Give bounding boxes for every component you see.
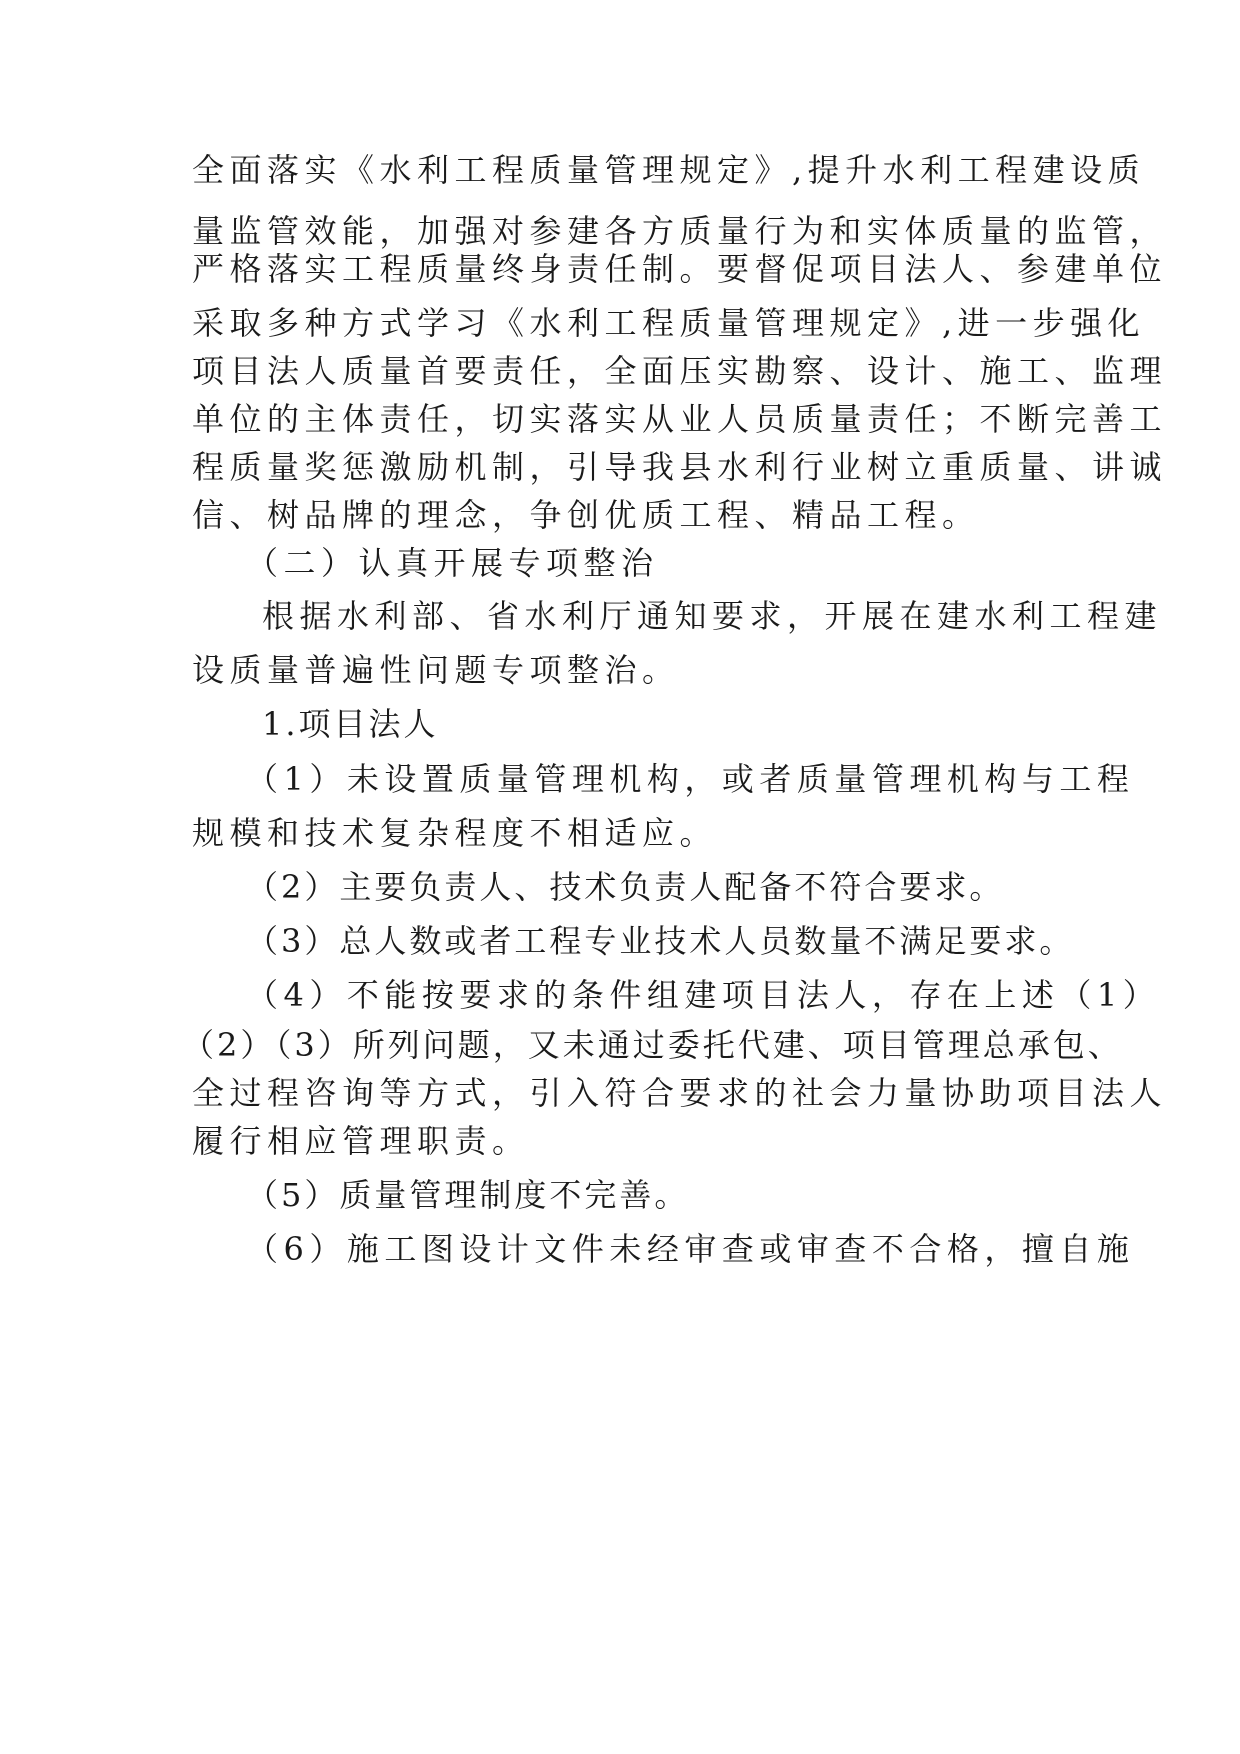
list-item-1: （1）未设置质量管理机构，或者质量管理机构与工程 bbox=[246, 760, 1135, 798]
body-line-3: 严格落实工程质量终身责任制。要督促项目法人、参建单位 bbox=[192, 250, 1168, 288]
body-line-7: 程质量奖惩激励机制，引导我县水利行业树立重质量、讲诚 bbox=[192, 448, 1168, 486]
list-item-4-cont-1: （2）（3）所列问题，又未通过委托代建、项目管理总承包、 bbox=[182, 1026, 1123, 1064]
list-item-5: （5）质量管理制度不完善。 bbox=[246, 1176, 690, 1214]
body-line-10: 根据水利部、省水利厅通知要求，开展在建水利工程建 bbox=[262, 597, 1163, 635]
list-item-2: （2）主要负责人、技术负责人配备不符合要求。 bbox=[246, 868, 1005, 906]
body-line-8: 信、树品牌的理念，争创优质工程、精品工程。 bbox=[192, 496, 980, 534]
body-line-2: 量监管效能，加强对参建各方质量行为和实体质量的监管， bbox=[192, 212, 1168, 250]
list-item-4-cont-2: 全过程咨询等方式，引入符合要求的社会力量协助项目法人 bbox=[192, 1074, 1168, 1112]
list-item-6: （6）施工图设计文件未经审查或审查不合格，擅自施 bbox=[246, 1230, 1135, 1268]
body-line-1: 全面落实《水利工程质量管理规定》,提升水利工程建设质 bbox=[192, 151, 1146, 189]
body-line-6: 单位的主体责任，切实落实从业人员质量责任；不断完善工 bbox=[192, 400, 1168, 438]
list-item-1-cont: 规模和技术复杂程度不相适应。 bbox=[192, 814, 718, 852]
section-heading: （二）认真开展专项整治 bbox=[246, 544, 659, 582]
body-line-4: 采取多种方式学习《水利工程质量管理规定》,进一步强化 bbox=[192, 304, 1146, 342]
body-line-5: 项目法人质量首要责任，全面压实勘察、设计、施工、监理 bbox=[192, 352, 1168, 390]
list-item-3: （3）总人数或者工程专业技术人员数量不满足要求。 bbox=[246, 922, 1075, 960]
list-item-4: （4）不能按要求的条件组建项目法人，存在上述（1） bbox=[246, 976, 1161, 1014]
body-line-11: 设质量普遍性问题专项整治。 bbox=[192, 651, 680, 689]
subsection-heading: 1.项目法人 bbox=[262, 705, 439, 743]
list-item-4-cont-3: 履行相应管理职责。 bbox=[192, 1122, 530, 1160]
